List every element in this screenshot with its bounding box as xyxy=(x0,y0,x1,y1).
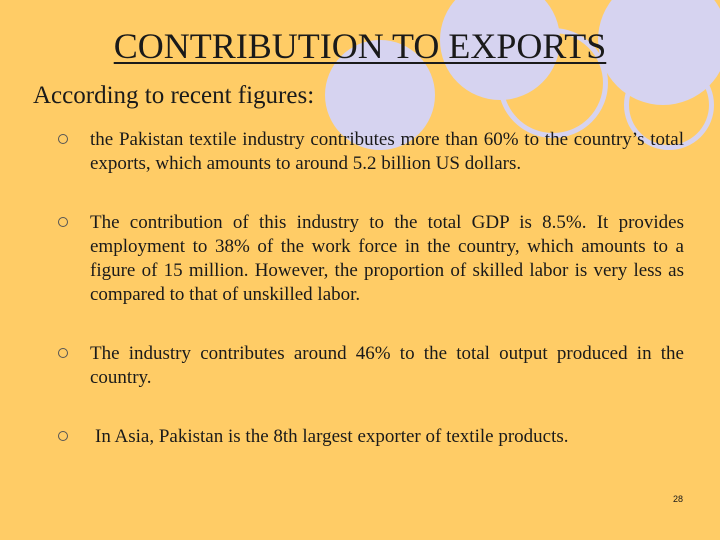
bullet-item xyxy=(58,211,684,307)
bullet-icon xyxy=(58,217,68,227)
bullet-text: the Pakistan textile industry contributes more than 60% to the country’s total exports, which amounts to around 5.2 billion US dollars. xyxy=(90,129,684,174)
slide-title: CONTRIBUTION TO EXPORTS xyxy=(113,26,607,66)
bullet-icon xyxy=(58,134,68,144)
bullet-item xyxy=(58,128,684,176)
bullet-text: The contribution of this industry to the total GDP is 8.5%. It provides employment to 38% of the work force in the country, which amounts to a figure of 15 million. However, the proportion of skilled labor is very less as compared to that of unskilled labor. xyxy=(90,212,684,305)
bullet-text: In Asia, Pakistan is the 8th largest exporter of textile products. xyxy=(95,426,569,447)
bullet-item xyxy=(58,425,684,449)
bullet-icon xyxy=(58,348,68,358)
bullet-text: The industry contributes around 46% to the total output produced in the country. xyxy=(90,343,684,388)
bullet-icon xyxy=(58,431,68,441)
bullet-list xyxy=(58,128,684,449)
bullet-item xyxy=(58,342,684,390)
page-number: 28 xyxy=(672,494,683,504)
intro-text: According to recent figures: xyxy=(33,82,315,109)
